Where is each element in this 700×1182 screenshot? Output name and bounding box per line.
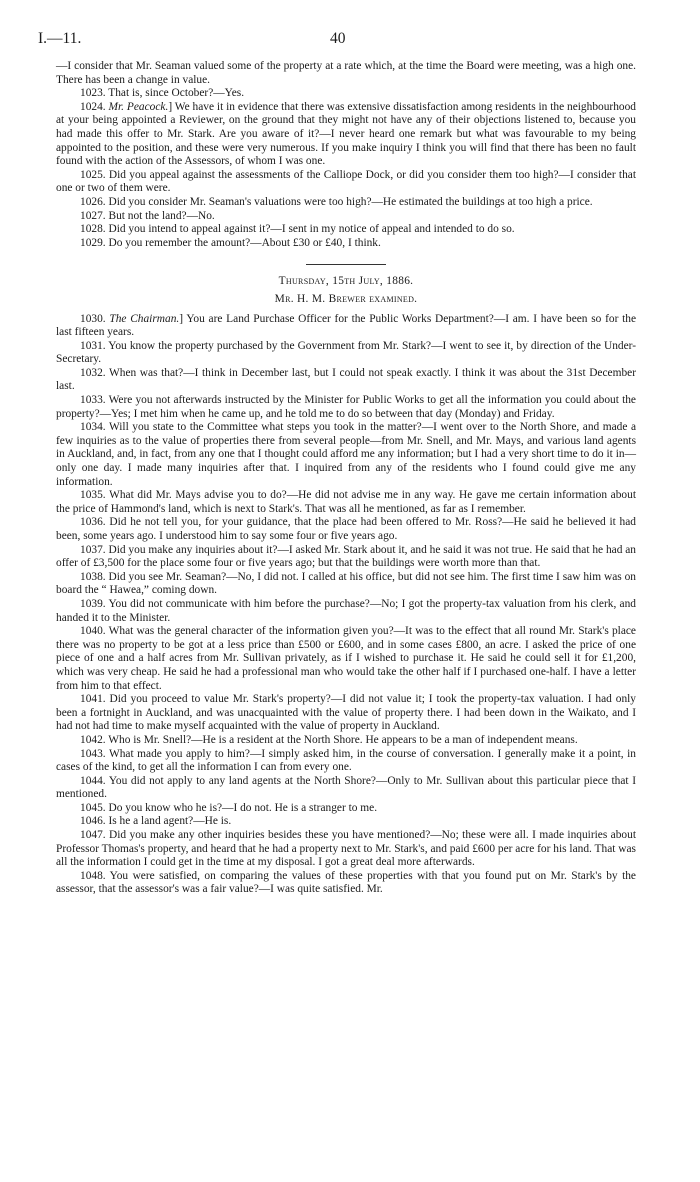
document-body — [56, 60, 636, 897]
paragraph: 1032. When was that?—I think in December last, but I could not speak exactly. I think it was about the 31st December last. — [56, 366, 636, 393]
page-header — [38, 30, 640, 50]
speaker: Mr. Peacock. — [108, 100, 169, 113]
sitting-date: Thursday, 15th July, 1886. — [278, 275, 414, 288]
paragraph: 1028. Did you intend to appeal against it?—I sent in my notice of appeal and intended to do so. — [80, 223, 515, 236]
paragraph: 1041. Did you proceed to value Mr. Stark's property?—I did not value it; I took the property-tax valuation. I had only been a fortnight in Auckland, and was unacquainted with the value of property there. I had been down in the Waikato, and I had not had time to make myself acquainted with the value of property in Auckland. — [56, 693, 636, 733]
paragraph-text: ] You are Land Purchase Officer for the Public Works Department?—I am. I have been so for the last fifteen years. — [56, 312, 637, 339]
question-number: 1024. — [80, 100, 106, 113]
witness-heading: Mr. H. M. Brewer examined. — [274, 292, 418, 305]
paragraph: 1026. Did you consider Mr. Seaman's valuations were too high?—He estimated the buildings at too high a price. — [80, 195, 593, 208]
paragraph: 1044. You did not apply to any land agents at the North Shore?—Only to Mr. Sullivan about this particular piece that I mentioned. — [56, 774, 636, 801]
paragraph: 1036. Did he not tell you, for your guidance, that the place had been offered to Mr. Ross?—He said he believed it had been, some years ago. I understood him to say some four or five years ago. — [56, 516, 636, 542]
paragraph: 1025. Did you appeal against the assessments of the Calliope Dock, or did you consider them too high?—I consider that one or two of them were. — [56, 168, 636, 195]
page-number: 40 — [330, 30, 346, 47]
paragraph: 1023. That is, since October?—Yes. — [80, 87, 245, 100]
paragraph: 1038. Did you see Mr. Seaman?—No, I did not. I called at his office, but did not see him. The first time I saw him was on board the “ Hawea,” coming down. — [56, 570, 636, 597]
paragraph: 1040. What was the general character of the information given you?—It was to the effect that all round Mr. Stark's place there was no property to be got at a less price than £500 or £600, and in some cases £800, an acre. I asked the price of one piece of one and a half acres from Mr. Sullivan privately, as if I wished to purchase it. He said he could sell it for £1,200, which was very cheap. He said he had a professional man who would take the other half if I purchased one-half. I have a letter from him to that effect. — [56, 625, 636, 692]
paragraph: 1031. You know the property purchased by the Government from Mr. Stark?—I went to see it, by direction of the Under-Secretary. — [56, 339, 636, 366]
paragraph: 1029. Do you remember the amount?—About £30 or £40, I think. — [80, 236, 381, 249]
paragraph: 1034. Will you state to the Committee what steps you took in the matter?—I went over to the North Shore, and made a few inquiries as to the value of properties there from several people—from Mr. Snell, and Mr. Mays, and various land agents in Auckland, and, in fact, from any one that I thought could afford me any information; but I had a very short time to do it in—only one day. I made many inquiries after that. I inquired from any of the residents who I found could give me any information. — [56, 421, 636, 488]
speaker: The Chairman. — [109, 312, 180, 325]
paragraph: 1048. You were satisfied, on comparing the values of these properties with that you found put on Mr. Stark's by the assessor, that the assessor's was a fair value?—I was quite satisfied. Mr. — [56, 869, 636, 896]
paragraph: —I consider that Mr. Seaman valued some of the property at a rate which, at the time the Board were meeting, was a high one. There has been a change in value. — [56, 60, 636, 86]
paragraph: 1042. Who is Mr. Snell?—He is a resident at the North Shore. He appears to be a man of independent means. — [80, 733, 578, 746]
paragraph — [56, 101, 636, 169]
document-reference: I.—11. — [38, 30, 82, 47]
paragraph: 1045. Do you know who he is?—I do not. He is a stranger to me. — [80, 801, 378, 814]
paragraph: 1033. Were you not afterwards instructed by the Minister for Public Works to get all the information you could about the property?—Yes; I met him when he came up, and he told me to do so between that day (Monday) and Friday. — [56, 394, 636, 420]
paragraph: 1035. What did Mr. Mays advise you to do?—He did not advise me in any way. He gave me certain information about the price of Hammond's land, which is next to Stark's. That was all he mentioned, as far as I remember. — [56, 489, 636, 515]
paragraph: 1046. Is he a land agent?—He is. — [80, 815, 232, 828]
paragraph: 1043. What made you apply to him?—I simply asked him, in the course of conversation. I generally make it a point, in cases of the kind, to get all the information I can from every one. — [56, 747, 636, 774]
paragraph-text: ] We have it in evidence that there was extensive dissatisfaction among residents in the neighbourhood at your being appointed a Reviewer, on the ground that they might not have any of their objections listened to, because you had made this offer to Mr. Stark. Are you aware of it?—I never heard one remark but what was favourable to my being appointed to the position, and these were very numerous. If you make inquiry I think you will find that there has been no fault found with the action of the Assessors, of whom I was one. — [56, 100, 636, 168]
paragraph: 1039. You did not communicate with him before the purchase?—No; I got the property-tax valuation from his clerk, and handed it to the Minister. — [56, 597, 636, 624]
paragraph: 1047. Did you make any other inquiries besides these you have mentioned?—No; these were all. I made inquiries about Professor Thomas's property, and heard that he had a property next to Mr. Stark's, and paid £600 per acre for his land. That was all the information I could get in the time at my disposal. I got a great deal more afterwards. — [56, 829, 636, 869]
paragraph — [56, 313, 636, 340]
section-divider — [306, 264, 386, 265]
paragraph: 1037. Did you make any inquiries about it?—I asked Mr. Stark about it, and he said it was not true. He said that he had an offer of £3,500 for the place some four or five years ago; but that the buildings were worth more than that. — [56, 543, 636, 570]
question-number: 1030. — [80, 312, 106, 325]
paragraph: 1027. But not the land?—No. — [80, 209, 215, 222]
